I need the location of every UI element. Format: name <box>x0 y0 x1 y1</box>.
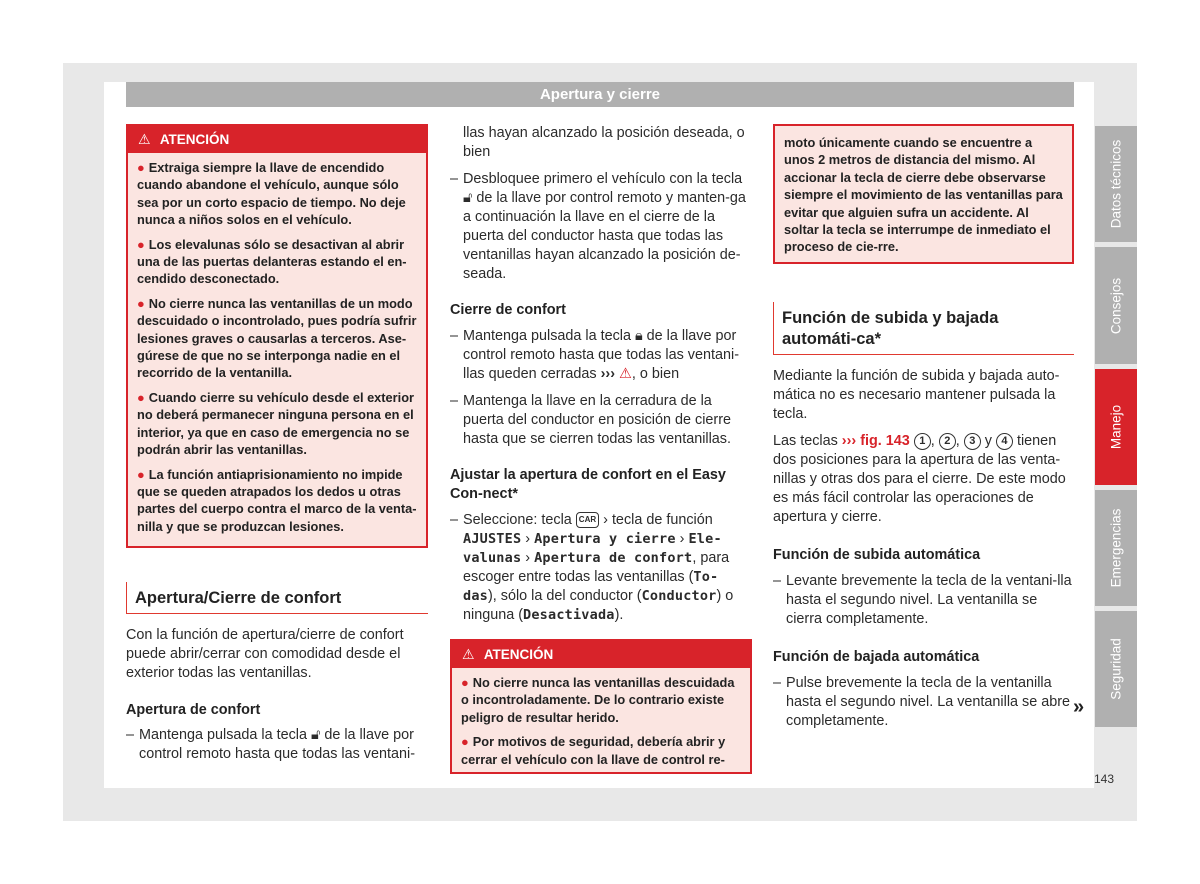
warning-header <box>452 641 750 668</box>
page-number: 143 <box>1094 772 1115 786</box>
list-text: Mantenga la llave en la cerradura de la puerta del conductor en posición de cierre hasta que se cierren todas las ventanillas. <box>463 393 731 447</box>
figure-reference: fig. 143 <box>860 432 910 449</box>
warning-text: Los elevalunas sólo se desactivan al abrir una de las puertas delanteras estando el en-cendido desconectado. <box>137 236 407 287</box>
list-item <box>450 392 752 449</box>
callout-number: 4 <box>996 433 1013 450</box>
warning-box-2 <box>450 639 752 774</box>
dash-marker: – <box>450 328 459 344</box>
text-part: Seleccione: tecla <box>463 512 572 528</box>
warning-item <box>137 466 417 536</box>
warning-item <box>137 236 417 288</box>
dash-marker: – <box>773 674 782 691</box>
callout-number: 2 <box>939 433 956 450</box>
list-text <box>463 511 752 625</box>
tab-label: Manejo <box>1108 404 1124 450</box>
text-part: , para escoger entre todas las ventanillas ( <box>463 550 730 585</box>
warning-triangle-icon: ⚠ <box>138 131 151 147</box>
intro-paragraph: Con la función de apertura/cierre de confort puede abrir/cerrar con comodidad desde el exterior todas las ventanillas. <box>126 627 404 682</box>
separator: › <box>525 531 531 547</box>
warning-title: ATENCIÓN <box>159 132 230 147</box>
text-part: Mantenga pulsada la tecla <box>463 328 632 344</box>
list-continuation <box>450 124 752 162</box>
text-part: de la llave por control remoto hasta que todas las ventani- <box>139 727 415 763</box>
tab-label: Emergencias <box>1108 508 1124 588</box>
unlock-icon: 🔓︎ <box>311 727 321 744</box>
tab-label: Datos técnicos <box>1108 139 1124 229</box>
bullet-icon: ● <box>137 389 145 405</box>
dash-marker: – <box>773 572 782 589</box>
warning-text: No cierre nunca las ventanillas descuidada o incontroladamente. De lo contrario existe peligro de resultar herido. <box>461 675 735 725</box>
callout-number: 3 <box>964 433 981 450</box>
menu-path: Apertura de confort <box>534 550 693 566</box>
text-part: ). <box>614 607 624 623</box>
subheading-cierre: Cierre de confort <box>450 302 566 318</box>
option-value: Desactivada <box>523 607 615 623</box>
unlock-icon: 🔓︎ <box>463 190 473 206</box>
warning-title: ATENCIÓN <box>483 647 554 662</box>
text-part: ), sólo la del conductor ( <box>487 588 642 604</box>
tab-seguridad[interactable] <box>1095 611 1137 727</box>
subheading-subida: Función de subida automática <box>773 546 981 563</box>
text-part: Desbloquee primero el vehículo con la tecla <box>463 171 743 187</box>
warning-ref-icon: ⚠ <box>619 366 632 382</box>
list-item <box>773 572 1074 629</box>
bullet-icon: ● <box>137 295 145 311</box>
tab-label: Seguridad <box>1108 638 1124 700</box>
list-text: llas hayan alcanzado la posición deseada, o bien <box>463 125 745 160</box>
menu-path: Apertura y cierre <box>534 531 676 547</box>
separator: › <box>679 531 685 547</box>
reference-arrow: ››› <box>600 366 615 382</box>
tab-emergencias[interactable] <box>1095 490 1137 606</box>
text-part: tecla de función <box>611 512 713 528</box>
warning-body <box>452 668 750 772</box>
reference-arrow: ››› <box>841 432 857 449</box>
text-part: ) o ninguna ( <box>463 588 734 623</box>
list-item <box>450 511 752 625</box>
text-part: Mantenga pulsada la tecla <box>139 727 308 744</box>
lock-icon: 🔒︎ <box>635 328 643 344</box>
text-part: de la llave por control remoto hasta que todas las ventani-llas queden cerradas <box>463 328 739 382</box>
column-3 <box>773 124 1074 731</box>
section-title-automatica: Función de subida y bajada automáti-ca* <box>773 302 1074 355</box>
separator: › <box>525 550 531 566</box>
list-text: Levante brevemente la tecla de la ventani-lla hasta el segundo nivel. La ventanilla se cierra completamente. <box>786 572 1072 627</box>
dash-marker: – <box>450 171 459 187</box>
warning-body <box>128 153 426 546</box>
bullet-icon: ● <box>461 734 469 750</box>
warning-text: No cierre nunca las ventanillas de un modo descuidado o incontrolado, pues podría sufrir lesiones graves o causarlas a terceros. Ase-gúrese de que no se interponga nadie en el recorrido de la ventanilla. <box>137 295 417 381</box>
menu-path: AJUSTES <box>463 531 522 547</box>
text-part: de la llave por control remoto y manten-ga a continuación la llave en el cierre de la puerta del conductor hasta que todas las ventanillas hayan alcanzado la posición de-seada. <box>463 190 746 282</box>
intro-paragraph: Mediante la función de subida y bajada auto-mática no es necesario mantener pulsada la tecla. <box>773 367 1060 422</box>
list-item <box>450 170 752 284</box>
continue-arrow-icon: » <box>1073 696 1085 718</box>
bullet-icon: ● <box>461 675 469 690</box>
dash-marker: – <box>126 727 135 744</box>
warning-box-1 <box>126 124 428 548</box>
text-part: , o bien <box>631 366 680 382</box>
tab-manejo[interactable] <box>1095 369 1137 485</box>
warning-item <box>137 295 417 382</box>
warning-box-continued <box>773 124 1074 264</box>
text-part: Las teclas <box>773 432 838 449</box>
option-value: Conductor <box>641 588 717 604</box>
list-item <box>126 726 428 764</box>
list-text <box>463 327 752 384</box>
indent-spacer <box>450 124 463 162</box>
keys-paragraph: Las teclas ››› fig. 143 1 , 2 , 3 y 4 tienen dos posiciones para la apertura de las venta-nillas y otras dos para el cierre. De este modo es más fácil controlar las operaciones de apertura y cierre. <box>773 432 1066 525</box>
subheading-apertura: Apertura de confort <box>126 702 261 719</box>
separator: › <box>603 512 608 528</box>
option-value: To-das <box>463 569 719 604</box>
dash-marker: – <box>450 393 459 409</box>
warning-item <box>461 733 741 768</box>
warning-item <box>461 674 741 726</box>
text-part: tienen dos posiciones para la apertura de las venta-nillas y otras dos para el cierre. De este modo es más fácil controlar las operaciones de apertura y cierre. <box>773 432 1066 525</box>
callout-number: 1 <box>914 433 931 450</box>
text-part: y <box>984 432 992 449</box>
bullet-icon: ● <box>137 236 145 252</box>
list-item <box>450 327 752 384</box>
tab-label: Consejos <box>1108 277 1124 334</box>
subheading-bajada: Función de bajada automática <box>773 648 980 665</box>
warning-triangle-icon: ⚠ <box>462 646 475 662</box>
warning-item <box>137 389 417 459</box>
warning-body <box>775 126 1072 262</box>
list-text <box>463 170 752 284</box>
list-item <box>773 674 1074 731</box>
menu-path: Ele-valunas <box>463 531 722 566</box>
warning-text: Extraiga siempre la llave de encendido cuando abandone el vehículo, aunque sólo sea por un corto espacio de tiempo. No deje nunca a niños solos en el vehículo. <box>137 160 406 228</box>
tab-datos-tecnicos[interactable] <box>1095 126 1137 242</box>
warning-text: Cuando cierre su vehículo desde el exterior no deberá permanecer ninguna persona en el interior, ya que en caso de emergencia no se podrán abrir las ventanillas. <box>137 389 415 458</box>
warning-item <box>137 159 417 229</box>
car-key-icon: CAR <box>576 512 599 528</box>
warning-header <box>128 126 426 153</box>
page-header: Apertura y cierre <box>126 82 1074 107</box>
list-text: Pulse brevemente la tecla de la ventanilla hasta el segundo nivel. La ventanilla se abre completamente. <box>786 674 1071 729</box>
tab-consejos[interactable] <box>1095 247 1137 364</box>
bullet-icon: ● <box>137 160 145 175</box>
dash-marker: – <box>450 512 459 528</box>
section-title-confort: Apertura/Cierre de confort <box>126 582 428 614</box>
column-1 <box>126 124 428 764</box>
bullet-icon: ● <box>137 466 145 482</box>
column-2 <box>450 124 752 774</box>
warning-text: Por motivos de seguridad, debería abrir y cerrar el vehículo con la llave de control re- <box>461 734 726 767</box>
warning-text: moto únicamente cuando se encuentre a unos 2 metros de distancia del mismo. Al accionar la tecla de cierre debe observarse siempre el movimiento de las ventanillas para evitar que alguien sufra un accidente. Al soltar la tecla se interrumpe de inmediato el proceso de cie-rre. <box>784 135 1063 255</box>
list-text <box>139 726 428 764</box>
subheading-easy-connect: Ajustar la apertura de confort en el Easy Con-nect* <box>450 467 726 502</box>
warning-text: La función antiaprisionamiento no impide que se queden atrapados los dedos u otras partes del cuerpo contra el marco de la venta-nilla y que se produzcan lesiones. <box>137 466 417 534</box>
